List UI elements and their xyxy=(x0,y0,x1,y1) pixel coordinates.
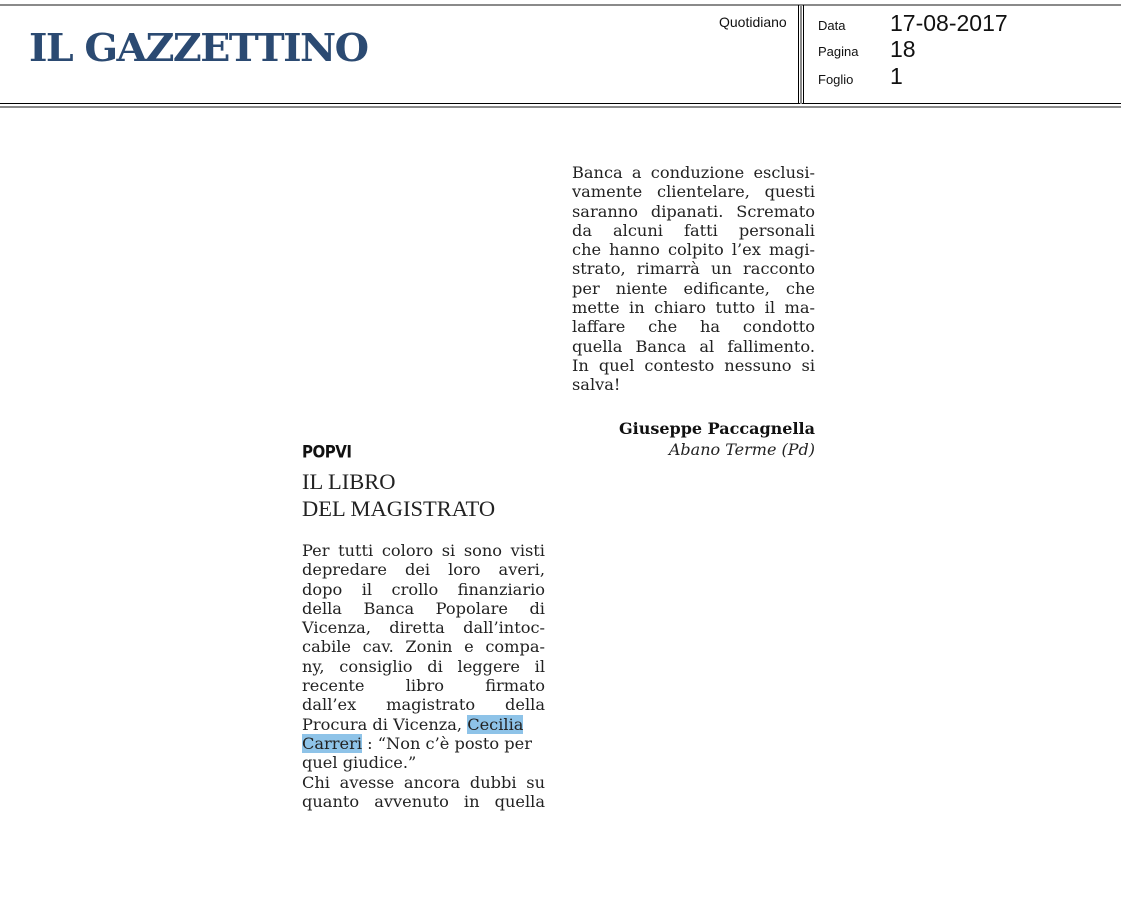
text-line: recente libro firmato xyxy=(302,676,545,696)
text-line: dopo il crollo finanziario xyxy=(302,579,545,599)
text-line: quella Banca al fallimento. xyxy=(572,336,815,356)
title-line: DEL MAGISTRATO xyxy=(302,496,496,521)
article-title xyxy=(302,468,495,522)
author-location: Abano Terme (Pd) xyxy=(668,440,815,459)
header-divider xyxy=(803,5,804,104)
text-line: ny, consiglio di leggere il xyxy=(302,656,545,676)
text-line: cabile cav. Zonin e compa- xyxy=(302,637,545,657)
text-line: da alcuni fatti personali xyxy=(572,220,815,240)
meta-label-sheet: Foglio xyxy=(818,72,854,87)
text-line: Per tutti coloro si sono visti xyxy=(302,541,545,560)
meta-value-date: 17-08-2017 xyxy=(890,10,1008,36)
meta-value-sheet: 1 xyxy=(890,63,903,89)
text-line: salva! xyxy=(572,375,621,395)
text-line: che hanno colpito l’ex magi- xyxy=(572,240,815,260)
text-line: quanto avvenuto in quella xyxy=(302,791,545,811)
meta-label-page: Pagina xyxy=(818,44,859,59)
meta-value-page: 18 xyxy=(890,36,916,62)
header-divider xyxy=(798,5,799,104)
text-line: Chi avesse ancora dubbi su xyxy=(302,772,545,792)
text-line: per niente edificante, che xyxy=(572,278,815,298)
highlighted-name: Cecilia xyxy=(467,714,524,734)
text-line: laffare che ha condotto xyxy=(572,317,815,337)
text-line: quel giudice.” xyxy=(302,753,417,773)
article-column-right xyxy=(572,163,815,395)
text-line: della Banca Popolare di xyxy=(302,598,545,618)
meta-label-date: Data xyxy=(818,18,846,33)
article-column-left xyxy=(302,541,545,811)
article-kicker: POPVI xyxy=(302,442,352,462)
text-line: In quel contesto nessuno si xyxy=(572,355,815,375)
author-name: Giuseppe Paccagnella xyxy=(618,419,815,438)
title-line: IL LIBRO xyxy=(302,469,396,494)
text-line: Vicenza, diretta dall’intoc- xyxy=(302,618,545,638)
text-line: saranno dipanati. Scremato xyxy=(572,201,815,221)
text-line xyxy=(302,734,545,753)
text-line: depredare dei loro averi, xyxy=(302,560,545,580)
periodicity-label: Quotidiano xyxy=(719,14,787,30)
highlighted-name: Carreri xyxy=(302,733,363,753)
text-line: dall’ex magistrato della xyxy=(302,695,545,715)
text-line: vamente clientelare, questi xyxy=(572,182,815,202)
header-top-rule xyxy=(0,4,1121,6)
newspaper-masthead: IL GAZZETTINO xyxy=(29,25,368,70)
text-line xyxy=(302,715,545,734)
text-fragment: : “Non c’è posto per xyxy=(362,733,532,753)
header-bottom-rule-grey xyxy=(0,106,1121,108)
text-line: mette in chiaro tutto il ma- xyxy=(572,298,815,318)
header-bottom-rule xyxy=(0,103,1121,104)
header-divider-grey xyxy=(800,5,802,104)
text-line: strato, rimarrà un racconto xyxy=(572,259,815,279)
text-line: Banca a conduzione esclusi- xyxy=(572,163,815,182)
text-fragment: Procura di Vicenza, xyxy=(302,714,468,734)
